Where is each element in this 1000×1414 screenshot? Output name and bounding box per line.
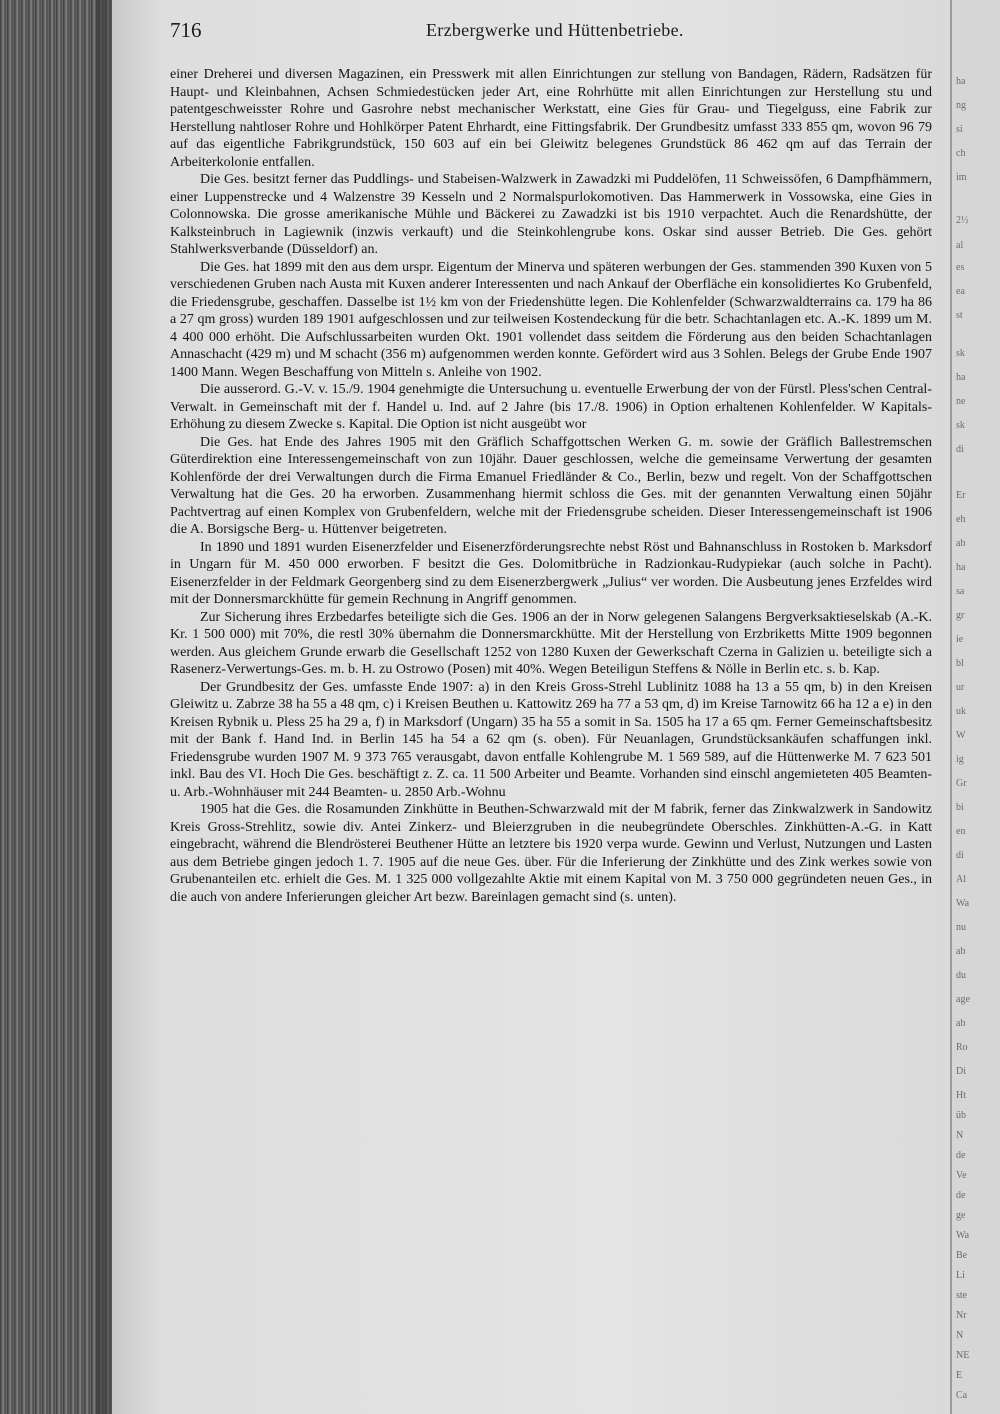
adjacent-fragment: si xyxy=(956,124,963,135)
adjacent-fragment: ie xyxy=(956,634,964,645)
adjacent-fragment: es xyxy=(956,262,965,273)
paragraph: Die Ges. hat Ende des Jahres 1905 mit den Gräflich Schaffgottschen Werken G. m. sowie der Gräflich Ballestremschen Güterdirektion eine Interessengemeinschaft von zun 10jähr. Dauer geschlossen, welche die gemeinsame Verwertung der gesamten Kohlenförde der drei Verwaltungen durch die Firma Emanuel Friedländer & Co., Berlin, bezw und regelt. Von der Schaffgottschen Verwaltung hat die Ges. 20 ha erworben. Zusammenhang hiermit schloss die Ges. mit der genannten Verwaltung einen 50jähr Pachtvertrag auf einen Komplex von Grubenfeldern, welche mit der Friedensgrube scheiden. Dieser Interessengemeinschaft ist 1906 die A. Borsigsche Berg- u. Hüttenver beigetreten. xyxy=(170,434,932,537)
adjacent-fragment: ab xyxy=(956,1018,966,1029)
adjacent-fragment: sk xyxy=(956,348,965,359)
paragraph: Die Ges. besitzt ferner das Puddlings- und Stabeisen-Walzwerk in Zawadzki mi Puddelöfen, 11 Schweissöfen, 6 Dampfhämmern, einer Luppenstrecke und 4 Walzenstre 39 Kesseln und 2 Normalspurlokomotiven. Das Hammerwerk in Vossowska, eine Gies in Colonnowska. Die grosse amerikanische Mühle und Bäckerei zu Zawadzki ist bis 1910 verpachtet. Auch die Renardshütte, der Kalksteinbruch in Lagiewnik (inzwis verkauft) und die Steinkohlengrube kons. Oskar sind ausser Betrieb. Die Ges. gehört Stahlwerksverbande (Düsseldorf) an. xyxy=(170,172,932,257)
adjacent-fragment: E xyxy=(956,1370,963,1381)
adjacent-fragment: üb xyxy=(956,1110,966,1121)
adjacent-fragment: NE xyxy=(956,1350,970,1361)
adjacent-page-strip xyxy=(950,0,1000,1414)
adjacent-fragment: de xyxy=(956,1150,966,1161)
adjacent-fragment: 2½ xyxy=(956,215,969,226)
page-header xyxy=(170,18,940,44)
adjacent-fragment: gr xyxy=(956,610,965,621)
paragraph: In 1890 und 1891 wurden Eisenerzfelder und Eisenerzförderungsrechte nebst Röst und Bahnanschluss in Rostoken b. Marksdorf in Ungarn für M. 450 000 erworben. F besitzt die Ges. Dolomitbrüche in Radzionkau-Rudypiekar (auch solche in Pacht). Eisenerzfelder in der Feldmark Georgenberg sind zu dem Eisenerzbergwerk „Julius“ ver worden. Die Ausbeutung jenes Erzfeldes wird mit der Donnersmarckhütte für gemein Rechnung in Angriff genommen. xyxy=(170,539,932,607)
adjacent-fragment: W xyxy=(956,730,966,741)
adjacent-fragment: Er xyxy=(956,490,966,501)
running-title: Erzbergwerke und Hüttenbetriebe. xyxy=(426,20,684,40)
adjacent-fragment: Wa xyxy=(956,1230,970,1241)
paragraph: Zur Sicherung ihres Erzbedarfes beteiligte sich die Ges. 1906 an der in Norw gelegenen Salangens Bergverksaktieselskab (A.-K. Kr. 1 500 000) mit 70%, die restl 30% übernahm die Donnersmarckhütte. Mit der Herstellung von Erzbriketts Mitte 1909 begonnen werden. Aus gleichem Grunde erwarb die Gesellschaft 1252 von 1280 Kuxen der Gewerkschaft Czerna in Galizien u. beteiligte sich a Rasenerz-Verwertungs-Ges. m. b. H. zu Ostrowo (Posen) mit 40%. Wegen Beteiligun Steffens & Nölle in Berlin etc. s. b. Kap. xyxy=(170,609,932,677)
adjacent-fragment: Be xyxy=(956,1250,968,1261)
adjacent-fragment: Ve xyxy=(956,1170,967,1181)
adjacent-fragment: im xyxy=(956,172,967,183)
adjacent-fragment: de xyxy=(956,1190,966,1201)
adjacent-fragment: sk xyxy=(956,420,965,431)
adjacent-fragment: Ca xyxy=(956,1390,968,1401)
adjacent-fragment: du xyxy=(956,970,966,981)
adjacent-fragment: Li xyxy=(956,1270,965,1281)
adjacent-fragment: ha xyxy=(956,562,966,573)
adjacent-fragment: ng xyxy=(956,100,966,111)
adjacent-fragment: Nr xyxy=(956,1310,967,1321)
adjacent-fragment: Ht xyxy=(956,1090,966,1101)
adjacent-fragment: eh xyxy=(956,514,966,525)
adjacent-fragment: ab xyxy=(956,946,966,957)
adjacent-fragment: en xyxy=(956,826,966,837)
adjacent-fragment: di xyxy=(956,850,964,861)
adjacent-fragment: ste xyxy=(956,1290,968,1301)
paragraph: Der Grundbesitz der Ges. umfasste Ende 1907: a) in den Kreis Gross-Strehl Lublinitz 1088 ha 13 a 55 qm, b) in den Kreisen Gleiwitz u. Zabrze 38 ha 55 a 48 qm, c) i Kreisen Beuthen u. Kattowitz 269 ha 77 a 53 qm, d) im Kreise Tarnowitz 66 ha 12 a e) in den Kreisen Rybnik u. Pless 25 ha 29 a, f) in Marksdorf (Ungarn) 35 ha 55 a somit in Sa. 1505 ha 17 a 65 qm. Ferner Gemeinschaftsbesitz mit der Bank f. Hand Ind. in Berlin 145 ha 54 a 62 qm (s. oben). Für Neuanlagen, Grundstücksankäufen schaffungen inkl. Friedensgrube wurden 1907 M. 9 373 765 verausgabt, davon entfalle Kohlengrube M. 1 569 589, auf die Hüttenwerke M. 7 623 501 inkl. Bau des VI. Hoch Die Ges. beschäftigt z. Z. ca. 11 500 Arbeiter und Beamte. Vorhanden sind einschl angemieteten 405 Beamten- u. Arb.-Wohnhäuser mit 244 Beamten- u. 2850 Arb.-Wohnu xyxy=(170,679,932,800)
adjacent-fragment: ge xyxy=(956,1210,966,1221)
adjacent-fragment: bi xyxy=(956,802,964,813)
adjacent-fragment: N xyxy=(956,1130,964,1141)
paragraph: Die ausserord. G.-V. v. 15./9. 1904 genehmigte die Untersuchung u. eventuelle Erwerbung der von der Fürstl. Pless'schen Central-Verwalt. in Gemeinschaft mit der f. Handel u. Ind. auf 2 Jahre (bis 17./8. 1906) in Option erhaltenen Kohlenfelder. W Kapitals-Erhöhung zu diesem Zwecke s. Kapital. Die Option ist nicht ausgeübt wor xyxy=(170,382,932,432)
adjacent-fragment: Di xyxy=(956,1066,966,1077)
adjacent-fragment: N xyxy=(956,1330,964,1341)
adjacent-fragment: st xyxy=(956,310,963,321)
adjacent-fragment: di xyxy=(956,444,964,455)
adjacent-fragment: sa xyxy=(956,586,965,597)
adjacent-fragment: nu xyxy=(956,922,966,933)
adjacent-fragment: age xyxy=(956,994,970,1005)
paragraph: Die Ges. hat 1899 mit den aus dem urspr. Eigentum der Minerva und späteren werbungen der Ges. stammenden 390 Kuxen von 5 verschiedenen Gruben nach Austa mit Kuxen anderer Interessenten und nach Ankauf der Oberfläche ein konsolidiertes Ko Grubenfeld, die Friedensgrube, geschaffen. Dasselbe ist 1½ km von der Friedenshütte legen. Die Kohlenfelder (Schwarzwaldterrains ca. 179 ha 86 a 27 qm gross) wurden 189 1901 aufgeschlossen und zur teilweisen Kostendeckung für die betr. Schachtanlagen etc. A.-K. 1899 um M. 4 400 000 erhöht. Die Aufschlussarbeiten wurden Okt. 1901 vollendet dass seitdem die Förderung aus den beiden Schachtanlagen Annaschacht (429 m) und M schacht (356 m) aufgenommen werden konnte. Gefördert wird aus 3 Sohlen. Belegs der Grube Ende 1907 1400 Mann. Wegen Beschaffung von Mitteln s. Anleihe von 1902. xyxy=(170,259,932,380)
adjacent-fragment: Gr xyxy=(956,778,967,789)
adjacent-fragment: bl xyxy=(956,658,964,669)
adjacent-fragment: Wa xyxy=(956,898,970,909)
page-number: 716 xyxy=(170,18,202,42)
adjacent-fragment: ha xyxy=(956,76,966,87)
adjacent-fragment: ur xyxy=(956,682,965,693)
adjacent-fragment: ha xyxy=(956,372,966,383)
paragraph: 1905 hat die Ges. die Rosamunden Zinkhütte in Beuthen-Schwarzwald mit der M fabrik, ferner das Zinkwalzwerk in Sandowitz Kreis Gross-Strehlitz, sowie div. Antei Zinkerz- und Bleierzgruben in die neubegründete Oberschles. Zinkhütten-A.-G. in Katt eingebracht, während die Blendrösterei Beuthener Hütte an letztere bis 1920 verpa wurde. Gewinn und Verlust, Nutzungen und Lasten aus dem Betriebe gingen jedoch 1. 7. 1905 auf die neue Ges. über. Für die Inferierung der Zinkhütte und des Zink werkes sowie von Grubenanteilen etc. erhielt die Ges. M. 1 325 000 vollgezahlte Aktie mit einem Kapital von M. 3 750 000 gegründeten neuen Ges., in die auch von andere Inferierungen gleicher Art bezw. Bareinlagen gemacht sind (s. unten). xyxy=(170,802,932,905)
adjacent-fragment: ea xyxy=(956,286,965,297)
adjacent-fragment: uk xyxy=(956,706,966,717)
adjacent-fragment: al xyxy=(956,240,964,251)
adjacent-fragment: ig xyxy=(956,754,964,765)
adjacent-fragment: ab xyxy=(956,538,966,549)
body-text xyxy=(170,66,932,1386)
paragraph-continued: einer Dreherei und diversen Magazinen, ein Presswerk mit allen Einrichtungen zur stellung von Bandagen, Rädern, Radsätzen für Haupt- und Kleinbahnen, Achsen Schmiedestücken jeder Art, eine Rohrhütte mit allen Einrichtungen zur Herstellung stu und patentgeschweisster Rohre und Gasrohre nebst mechanischer Werkstatt, eine Gies für Grau- und Tiegelguss, eine Fabrik zur Herstellung nahtloser Rohre und Hohlkörper Patent Ehrhardt, eine Fittingsfabrik. Der Grundbesitz umfasst 333 855 qm, wovon 96 79 auf das eigentliche Fabrikgrundstück, 150 603 auf ein bei Gleiwitz belegenes Grundstück 86 462 qm auf das Terrain der Arbeiterkolonie entfallen. xyxy=(170,67,932,170)
adjacent-fragment: ne xyxy=(956,396,966,407)
adjacent-fragment: Al xyxy=(956,874,966,885)
adjacent-fragment: Ro xyxy=(956,1042,968,1053)
adjacent-fragment: ch xyxy=(956,148,966,159)
